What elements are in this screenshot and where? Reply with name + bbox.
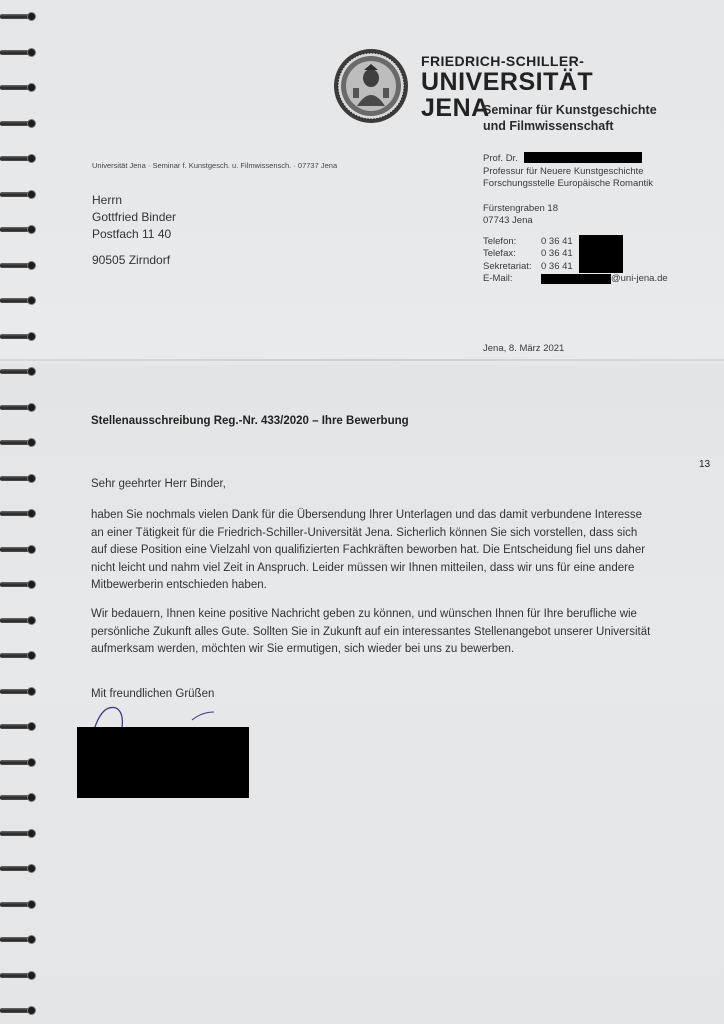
sender-city: 07743 Jena	[483, 215, 533, 226]
recipient-line3: Postfach 11 40	[92, 227, 172, 241]
paper-fold	[0, 359, 724, 361]
seminar-line2: und Filmwissenschaft	[483, 119, 614, 133]
sender-title-row	[483, 152, 668, 166]
binding-ring	[0, 616, 38, 626]
secretary-row	[483, 261, 668, 274]
recipient-line4: 90505 Zirndorf	[92, 253, 171, 267]
secretary-label: Sekretariat:	[483, 260, 532, 272]
sender-role: Professur für Neuere Kunstgeschichte	[483, 165, 644, 177]
email-row	[483, 273, 668, 286]
binding-ring	[0, 154, 38, 164]
email-label: E-Mail:	[483, 273, 513, 284]
return-address: Universität Jena · Seminar f. Kunstgesch. u. Filmwissensch. · 07737 Jena	[92, 161, 338, 170]
recipient-address	[92, 192, 176, 269]
binding-ring	[0, 190, 38, 200]
binding-ring	[0, 332, 38, 342]
binding-ring	[0, 971, 38, 981]
fax-prefix: 0 36 41	[541, 248, 573, 259]
redacted-name	[524, 152, 642, 163]
binding-ring	[0, 758, 38, 768]
fax-row	[483, 248, 668, 261]
recipient-line1: Herrn	[92, 193, 123, 207]
phone-label: Telefon:	[483, 235, 517, 247]
binding-ring	[0, 793, 38, 803]
sender-title: Prof. Dr.	[483, 153, 518, 164]
letter-date: Jena, 8. März 2021	[483, 343, 565, 354]
binding-ring	[0, 119, 38, 129]
body-paragraph-1: haben Sie nochmals vielen Dank für die Übersendung Ihrer Unterlagen und das damit verbundene Interesse an einer Tätigkeit für die Friedrich-Schiller-Universität Jena. Sicherlich können Sie sich vorstellen, dass sich auf diese Position eine Vielzahl von qualifizierten Fachkräften beworben hat. Die Entscheidung fiel uns daher nicht leicht und nahm viel Zeit in Anspruch. Leider müssen wir Ihnen mitteilen, dass wir uns für eine andere Mitbewerberin entschieden haben.	[91, 509, 646, 591]
closing: Mit freundlichen Grüßen	[91, 688, 215, 700]
phone-row	[483, 236, 668, 249]
binding-ring	[0, 48, 38, 58]
email-suffix: @uni-jena.de	[611, 273, 668, 284]
seminar-name	[483, 102, 657, 134]
binding-ring	[0, 296, 38, 306]
seminar-line1: Seminar für Kunstgeschichte	[483, 103, 657, 117]
binding-ring	[0, 474, 38, 484]
binding-ring	[0, 12, 38, 22]
fax-label: Telefax:	[483, 248, 516, 259]
binding-ring	[0, 545, 38, 555]
binding-ring	[0, 1006, 38, 1016]
redacted-signature	[77, 727, 249, 798]
binding-ring	[0, 367, 38, 377]
binding-ring	[0, 261, 38, 271]
recipient-line2: Gottfried Binder	[92, 210, 177, 224]
sender-block	[483, 152, 668, 286]
binding-ring	[0, 687, 38, 697]
binding-ring	[0, 651, 38, 661]
binding-ring	[0, 829, 38, 839]
phone-prefix: 0 36 41	[541, 235, 573, 247]
binding-ring	[0, 83, 38, 93]
salutation: Sehr geehrter Herr Binder,	[91, 478, 226, 490]
binding-ring	[0, 864, 38, 874]
binding-ring	[0, 509, 38, 519]
university-name-line1: FRIEDRICH-SCHILLER-	[421, 53, 585, 69]
sender-unit: Forschungsstelle Europäische Romantik	[483, 178, 654, 189]
binding-ring	[0, 580, 38, 590]
page-number: 13	[699, 459, 711, 470]
secretary-prefix: 0 36 41	[541, 260, 573, 272]
redacted-email	[541, 274, 611, 284]
binding-ring	[0, 722, 38, 732]
binding-ring	[0, 438, 38, 448]
body-paragraph-2: Wir bedauern, Ihnen keine positive Nachricht geben zu können, und wünschen Ihnen für Ihre berufliche wie persönliche Zukunft alles Gute. Sollten Sie in Zukunft auf ein interessantes Stellenangebot unserer Universität aufmerksam werden, möchten wir Sie ermutigen, sich wieder bei uns zu bewerben.	[91, 608, 651, 655]
sender-street: Fürstengraben 18	[483, 202, 558, 214]
university-seal-icon	[333, 48, 409, 124]
binding-ring	[0, 935, 38, 945]
spiral-binding	[0, 0, 44, 1024]
binding-ring	[0, 225, 38, 235]
binding-ring	[0, 900, 38, 910]
contact-block	[483, 236, 668, 286]
university-name-line3: JENA	[421, 94, 490, 122]
subject-line: Stellenausschreibung Reg.-Nr. 433/2020 – Ihre Bewerbung	[91, 415, 409, 427]
redacted-phone-numbers	[579, 235, 623, 273]
binding-ring	[0, 403, 38, 413]
university-name-line2: UNIVERSITÄT	[421, 68, 594, 96]
